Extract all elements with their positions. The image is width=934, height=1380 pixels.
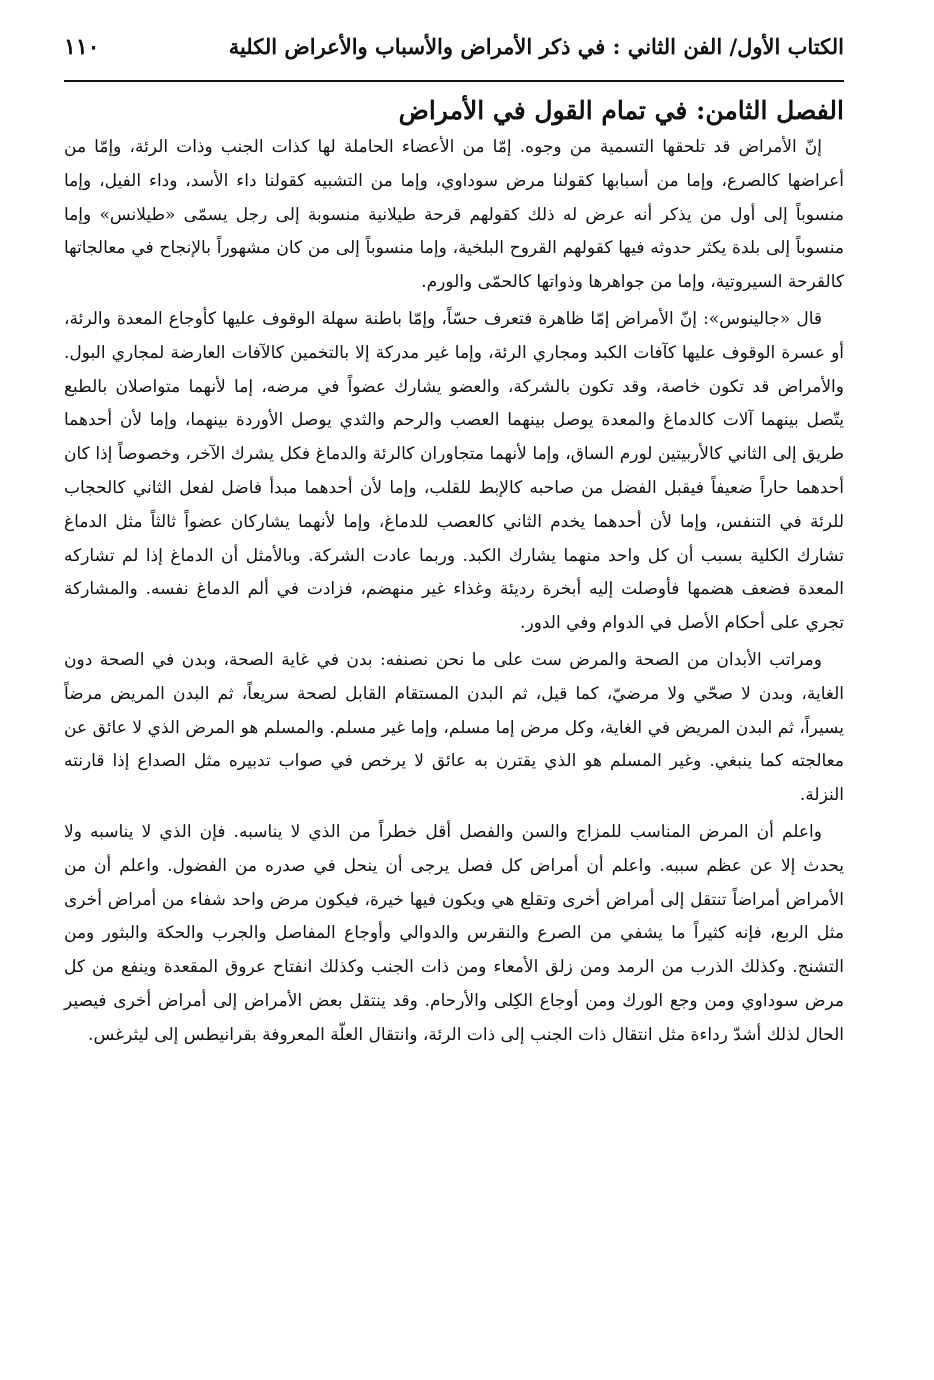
chapter-heading: الفصل الثامن: في تمام القول في الأمراض — [398, 96, 844, 125]
book-page — [64, 30, 844, 1350]
page-number: ١١٠ — [64, 34, 100, 60]
paragraph-3: ومراتب الأبدان من الصحة والمرض ست على ما نحن نصنفه: بدن في غاية الصحة، وبدن في الصحة دون الغاية، وبدن لا صحّي ولا مرضيّ، كما قيل، ثم البدن المستقام القابل لصحة سريعاً، ثم البدن المريض مرضاً يسيراً، ثم البدن المريض في الغاية، وكل مرض إما مسلم، وإما غير مسلم. والمسلم هو المرض الذي لا عائق عن معالجته كما ينبغي. وغير المسلم هو الذي يقترن به عائق لا يرخص في صواب تدبيره مثل الصداع إذا قارنته النزلة. — [64, 649, 844, 806]
body-text — [64, 131, 844, 1053]
paragraph-1: إنّ الأمراض قد تلحقها التسمية من وجوه. إمّا من الأعضاء الحاملة لها كذات الجنب وذات الرئة، وإمّا من أعراضها كالصرع، وإما من أسبابها كقولنا مرض سوداوي، وإما من التشبيه كقولنا داء الأسد، وداء الفيل، وإما منسوباً إلى أول من يذكر أنه عرض له ذلك كقولهم قرحة طيلانية منسوبة إلى رجل يسمّى «طيلانس» وإما منسوباً إلى بلدة يكثر حدوثه فيها كقولهم القروح البلخية، وإما منسوباً إلى من كان مشهوراً بالإنجاح في معالجاتها كالقرحة السيروتية، وإما من جواهرها وذواتها كالحمّى والورم. — [64, 137, 844, 293]
running-title: الكتاب الأول/ الفن الثاني : في ذكر الأمراض والأسباب والأعراض الكلية — [228, 34, 844, 59]
paragraph-2: قال «جالينوس»: إنّ الأمراض إمّا ظاهرة فتعرف حسّاً، وإمّا باطنة سهلة الوقوف عليها كأوجاع المعدة والرئة، أو عسرة الوقوف عليها كآفات الكبد ومجاري الرئة، وإما غير مدركة إلا بالتخمين كالآفات العارضة لمجاري البول. والأمراض قد تكون خاصة، وقد تكون بالشركة، والعضو يشارك عضواً في مرضه، إما لأنهما متواصلان بالطبع يتّصل بينهما آلات كالدماغ والمعدة يوصل بينهما العصب والرحم والثدي يوصل الأوردة بينهما، وإما لأن أحدهما طريق إلى الثاني كالأربيتين لورم الساق، وإما لأنهما متجاوران كالرئة والدماغ فكل يشرك الآخر، وخصوصاً إذا كان أحدهما حاراً ضعيفاً فيقبل الفضل من صاحبه كالإبط للقلب، وإما لأن أحدهما مبدأ فاضل لفعل الثاني كالحجاب للرئة في التنفس، وإما لأن أحدهما يخدم الثاني كالعصب للدماغ، وإما لأنهما يشاركان عضواً ثالثاً مثل الدماغ تشارك الكلية بسبب أن كل واحد منهما يشارك الكبد. وربما عادت الشركة. وبالأمثل أن الدماغ إذا لم تشاركه المعدة فضعف هضمها فأوصلت إليه أبخرة رديئة وغذاء غير منهضم، فزادت في ألم الدماغ نفسه. والمشاركة تجري على أحكام الأصل في الدوام وفي الدور. — [64, 308, 844, 634]
running-header — [64, 30, 844, 82]
paragraph-4: واعلم أن المرض المناسب للمزاج والسن والفصل أقل خطراً من الذي لا يناسبه. فإن الذي لا يناسبه ولا يحدث إلا عن عظم سببه. واعلم أن أمراض كل فصل يرجى أن ينحل في صدره من الفضول. واعلم أن من الأمراض أمراضاً تنتقل إلى أمراض أخرى وتقلع هي ويكون فيها خيرة، فيكون مرض واحد شفاء من أمراض أخرى مثل الربع، فإنه كثيراً ما يشفي من الصرع والنقرس والدوالي وأوجاع المفاصل والجرب والحكة والبثور ومن التشنج. وكذلك الذرب من الرمد ومن زلق الأمعاء ومن ذات الجنب وكذلك انفتاح عروق المقعدة وينفع من كل مرض سوداوي ومن وجع الورك ومن أوجاع الكِلى والأرحام. وقد ينتقل بعض الأمراض إلى أمراض أخرى فيصير الحال لذلك أشدّ رداءة مثل انتقال ذات الجنب إلى ذات الرئة، وانتقال العلّة المعروفة بقرانيطس إلى ليثرغس. — [64, 821, 844, 1045]
